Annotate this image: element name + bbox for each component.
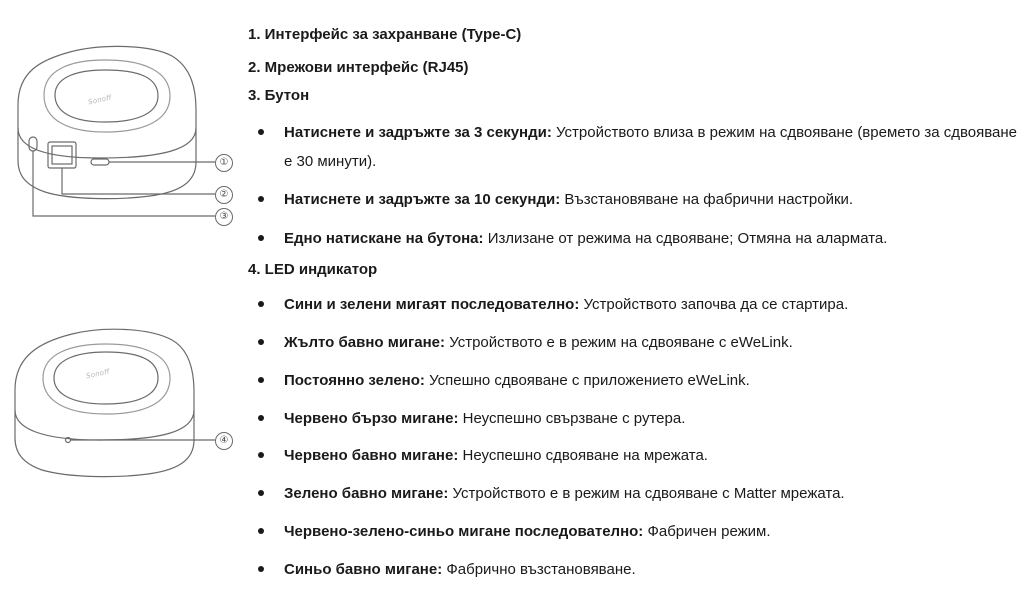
item-label: Червено-зелено-синьо мигане последователно:	[284, 523, 644, 540]
item-label: Зелено бавно мигане:	[284, 485, 449, 502]
bullet-dot	[258, 235, 264, 241]
callout-2: ②	[215, 186, 233, 204]
device-bottom-illustration	[15, 329, 215, 476]
item-text: Неуспешно свързване с рутера.	[458, 410, 686, 427]
bullet-dot	[258, 129, 264, 135]
section-network-interface: 2. Мрежови интерфейс (RJ45)	[248, 59, 469, 76]
item-text: Излизане от режима на сдвояване; Отмяна на алармата.	[483, 230, 888, 247]
section-led-indicator: 4. LED индикатор	[248, 261, 378, 278]
item-text: Устройството влиза в режим на сдвояване (времето за сдвояване е 30 минути).	[284, 124, 1018, 170]
device-illustrations	[0, 0, 240, 599]
item-text: Устройството започва да се стартира.	[579, 296, 849, 313]
item-label: Едно натискане на бутона:	[284, 230, 484, 247]
device-logo-bottom: Sonoff	[85, 367, 111, 381]
bullet-dot	[258, 301, 264, 307]
device-top-illustration	[18, 46, 215, 216]
item-text: Фабрично възстановяване.	[442, 561, 636, 578]
item-text: Устройството е в режим на сдвояване с Matter мрежата.	[448, 485, 845, 502]
section-button: 3. Бутон	[248, 87, 310, 104]
device-logo-top: Sonoff	[87, 93, 113, 107]
item-label: Червено бързо мигане:	[284, 410, 459, 427]
item-text: Възстановяване на фабрични настройки.	[560, 191, 854, 208]
bullet-dot	[258, 490, 264, 496]
bullet-dot	[258, 196, 264, 202]
bullet-dot	[258, 452, 264, 458]
item-text: Устройството е в режим на сдвояване с eWeLink.	[445, 334, 793, 351]
item-label: Жълто бавно мигане:	[284, 334, 446, 351]
item-text: Фабричен режим.	[643, 523, 771, 540]
item-label: Сини и зелени мигаят последователно:	[284, 296, 580, 313]
callout-1: ①	[215, 154, 233, 172]
callout-4: ④	[215, 432, 233, 450]
bullet-dot	[258, 339, 264, 345]
item-label: Натиснете и задръжте за 10 секунди:	[284, 191, 561, 208]
bullet-dot	[258, 566, 264, 572]
section-power-interface: 1. Интерфейс за захранване (Type-C)	[248, 26, 522, 43]
item-label: Натиснете и задръжте за 3 секунди:	[284, 124, 552, 141]
bullet-dot	[258, 415, 264, 421]
button-item-10s	[258, 185, 1018, 214]
item-label: Постоянно зелено:	[284, 372, 425, 389]
callout-3: ③	[215, 208, 233, 226]
button-item-single-press	[258, 224, 1018, 253]
item-text: Неуспешно сдвояване на мрежата.	[458, 447, 708, 464]
bullet-dot	[258, 528, 264, 534]
device-drawings	[0, 0, 240, 599]
item-text: Успешно сдвояване с приложението eWeLink.	[424, 372, 750, 389]
item-label: Червено бавно мигане:	[284, 447, 459, 464]
item-label: Синьо бавно мигане:	[284, 561, 443, 578]
button-item-3s	[258, 118, 1018, 176]
bullet-dot	[258, 377, 264, 383]
